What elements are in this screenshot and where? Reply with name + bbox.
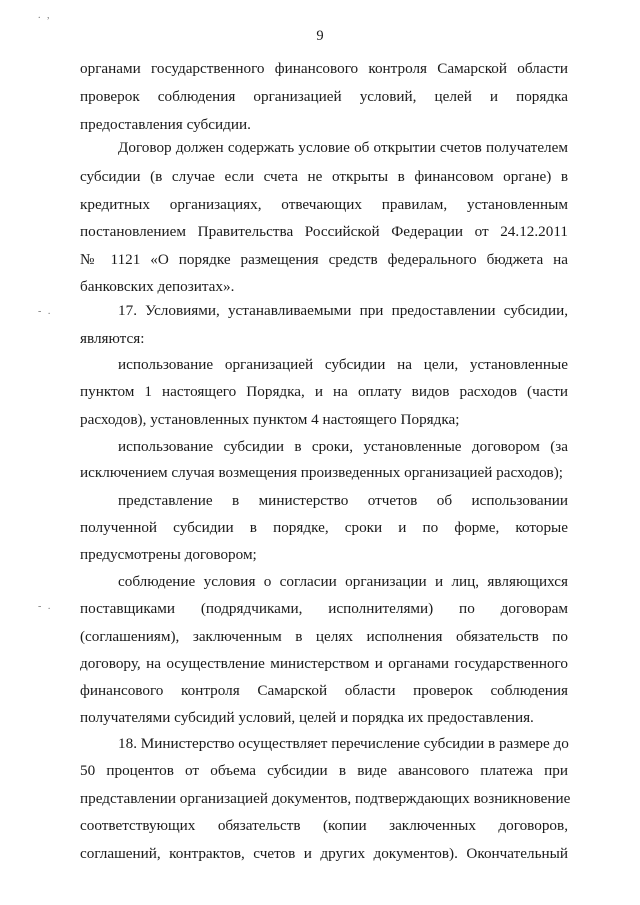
text-line: банковских депозитах».	[80, 278, 235, 295]
paragraph-first-line: Договор должен содержать условие об открытии счетов получателем	[118, 139, 568, 156]
text-line: 50 процентов от объема субсидии в виде авансового платежа при	[80, 762, 568, 779]
text-line: органами государственного финансового контроля Самарской области	[80, 60, 568, 77]
text-line: соглашений, контрактов, счетов и других документов). Окончательный	[80, 845, 568, 862]
paragraph-first-line: использование организацией субсидии на цели, установленные	[118, 356, 568, 373]
paragraph-first-line: 18. Министерство осуществляет перечисление субсидии в размере до	[118, 735, 569, 752]
paragraph-first-line: использование субсидии в сроки, установленные договором (за	[118, 438, 568, 455]
text-line: расходов), установленных пунктом 4 настоящего Порядка;	[80, 411, 460, 428]
margin-mark: . ,	[38, 10, 52, 21]
text-line: поставщиками (подрядчиками, исполнителями) по договорам	[80, 600, 568, 617]
text-line: постановлением Правительства Российской Федерации от 24.12.2011	[80, 223, 568, 240]
text-line: № 1121 «О порядке размещения средств федерального бюджета на	[80, 251, 568, 268]
text-line: пунктом 1 настоящего Порядка, и на оплату видов расходов (части	[80, 383, 568, 400]
text-line: получателями субсидий условий, целей и порядка их предоставления.	[80, 709, 534, 726]
text-line: предусмотрены договором;	[80, 546, 257, 563]
paragraph-first-line: соблюдение условия о согласии организации и лиц, являющихся	[118, 573, 568, 590]
text-line: кредитных организациях, отвечающих правилам, установленным	[80, 196, 568, 213]
paragraph-first-line: представление в министерство отчетов об использовании	[118, 492, 568, 509]
text-line: полученной субсидии в порядке, сроки и по форме, которые	[80, 519, 568, 536]
paragraph-first-line: 17. Условиями, устанавливаемыми при предоставлении субсидии,	[118, 302, 568, 319]
text-line: проверок соблюдения организацией условий, целей и порядка	[80, 88, 568, 105]
text-line: соответствующих обязательств (копии заключенных договоров,	[80, 817, 568, 834]
text-line: являются:	[80, 330, 145, 347]
page-number: 9	[316, 28, 324, 44]
text-line: исключением случая возмещения произведенных организацией расходов);	[80, 464, 563, 481]
text-line: (соглашениям), заключенным в целях исполнения обязательств по	[80, 628, 568, 645]
margin-mark: - .	[38, 306, 53, 317]
text-line: представлении организацией документов, подтверждающих возникновение	[80, 790, 571, 807]
text-line: предоставления субсидии.	[80, 116, 251, 133]
text-line: субсидии (в случае если счета не открыты в финансовом органе) в	[80, 168, 568, 185]
text-line: финансового контроля Самарской области проверок соблюдения	[80, 682, 568, 699]
text-line: договору, на осуществление министерством и органами государственного	[80, 655, 568, 672]
margin-mark: - .	[38, 601, 53, 612]
